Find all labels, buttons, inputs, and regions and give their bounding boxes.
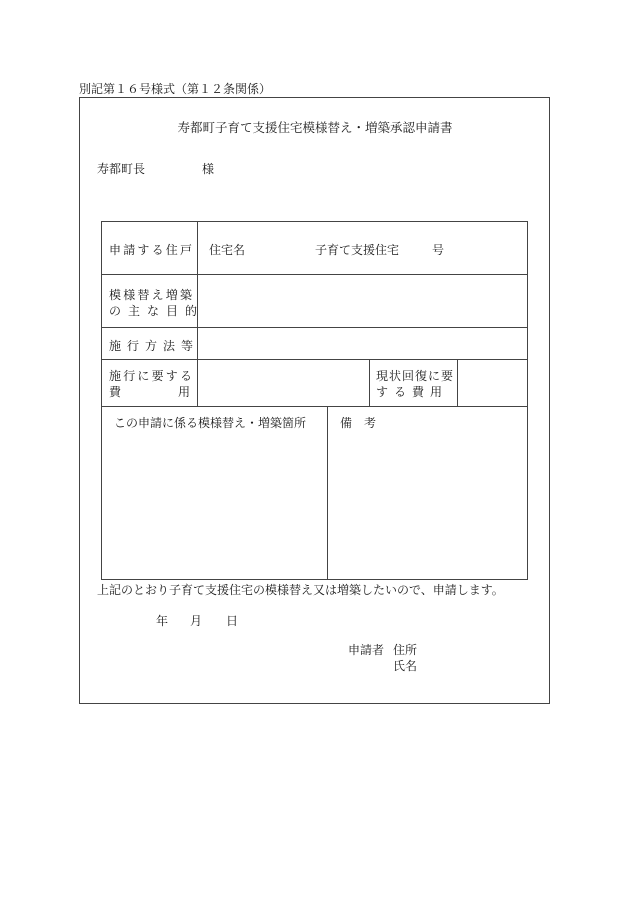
label-purpose-line1: 模様替え増築 (109, 288, 195, 302)
date-day: 日 (226, 614, 239, 628)
label-housing-name: 住宅名 (209, 243, 246, 257)
label-remarks: 備 考 (340, 416, 377, 430)
label-construction-cost-line2b: 用 (178, 385, 191, 399)
label-number-suffix: 号 (432, 243, 445, 257)
label-housing-type: 子育て支援住宅 (315, 243, 400, 257)
application-statement: 上記のとおり子育て支援住宅の模様替え又は増築したいので、申請します。 (97, 583, 504, 597)
addressee-name: 寿都町長 (97, 162, 146, 176)
addressee-honorific: 様 (202, 162, 215, 176)
table-row-divider (101, 406, 528, 407)
table-row-divider (101, 327, 528, 328)
label-restoration-cost-line1: 現状回復に要 (376, 369, 455, 383)
table-row-divider (101, 359, 528, 360)
table-border-bottom (101, 579, 528, 580)
date-month: 月 (190, 614, 203, 628)
form-reference: 別記第１６号様式（第１２条関係） (79, 82, 272, 96)
label-construction-cost-line2a: 費 (109, 385, 122, 399)
table-border-left (101, 221, 102, 580)
table-cost-divider (457, 359, 458, 407)
form-frame (79, 97, 550, 704)
label-construction-cost-line1: 施行に要する (109, 369, 195, 383)
label-modification-location: この申請に係る模様替え・増築箇所 (114, 416, 307, 430)
table-border-top (101, 221, 528, 222)
date-year: 年 (156, 614, 169, 628)
table-border-right (527, 221, 528, 580)
applicant-label: 申請者 (348, 643, 385, 657)
label-construction-method: 施行方法等 (109, 339, 200, 353)
table-cost-divider (369, 359, 370, 407)
label-dwelling-unit: 申請する住戸 (109, 243, 195, 257)
document-title: 寿都町子育て支援住宅模様替え・増築承認申請書 (177, 120, 453, 135)
label-purpose-line2: の主な目的 (109, 304, 205, 318)
table-remarks-divider (327, 406, 328, 580)
applicant-name-label: 氏名 (393, 659, 418, 673)
label-restoration-cost-line2: する費用 (376, 385, 449, 399)
table-row-divider (101, 274, 528, 275)
applicant-address-label: 住所 (393, 643, 418, 657)
